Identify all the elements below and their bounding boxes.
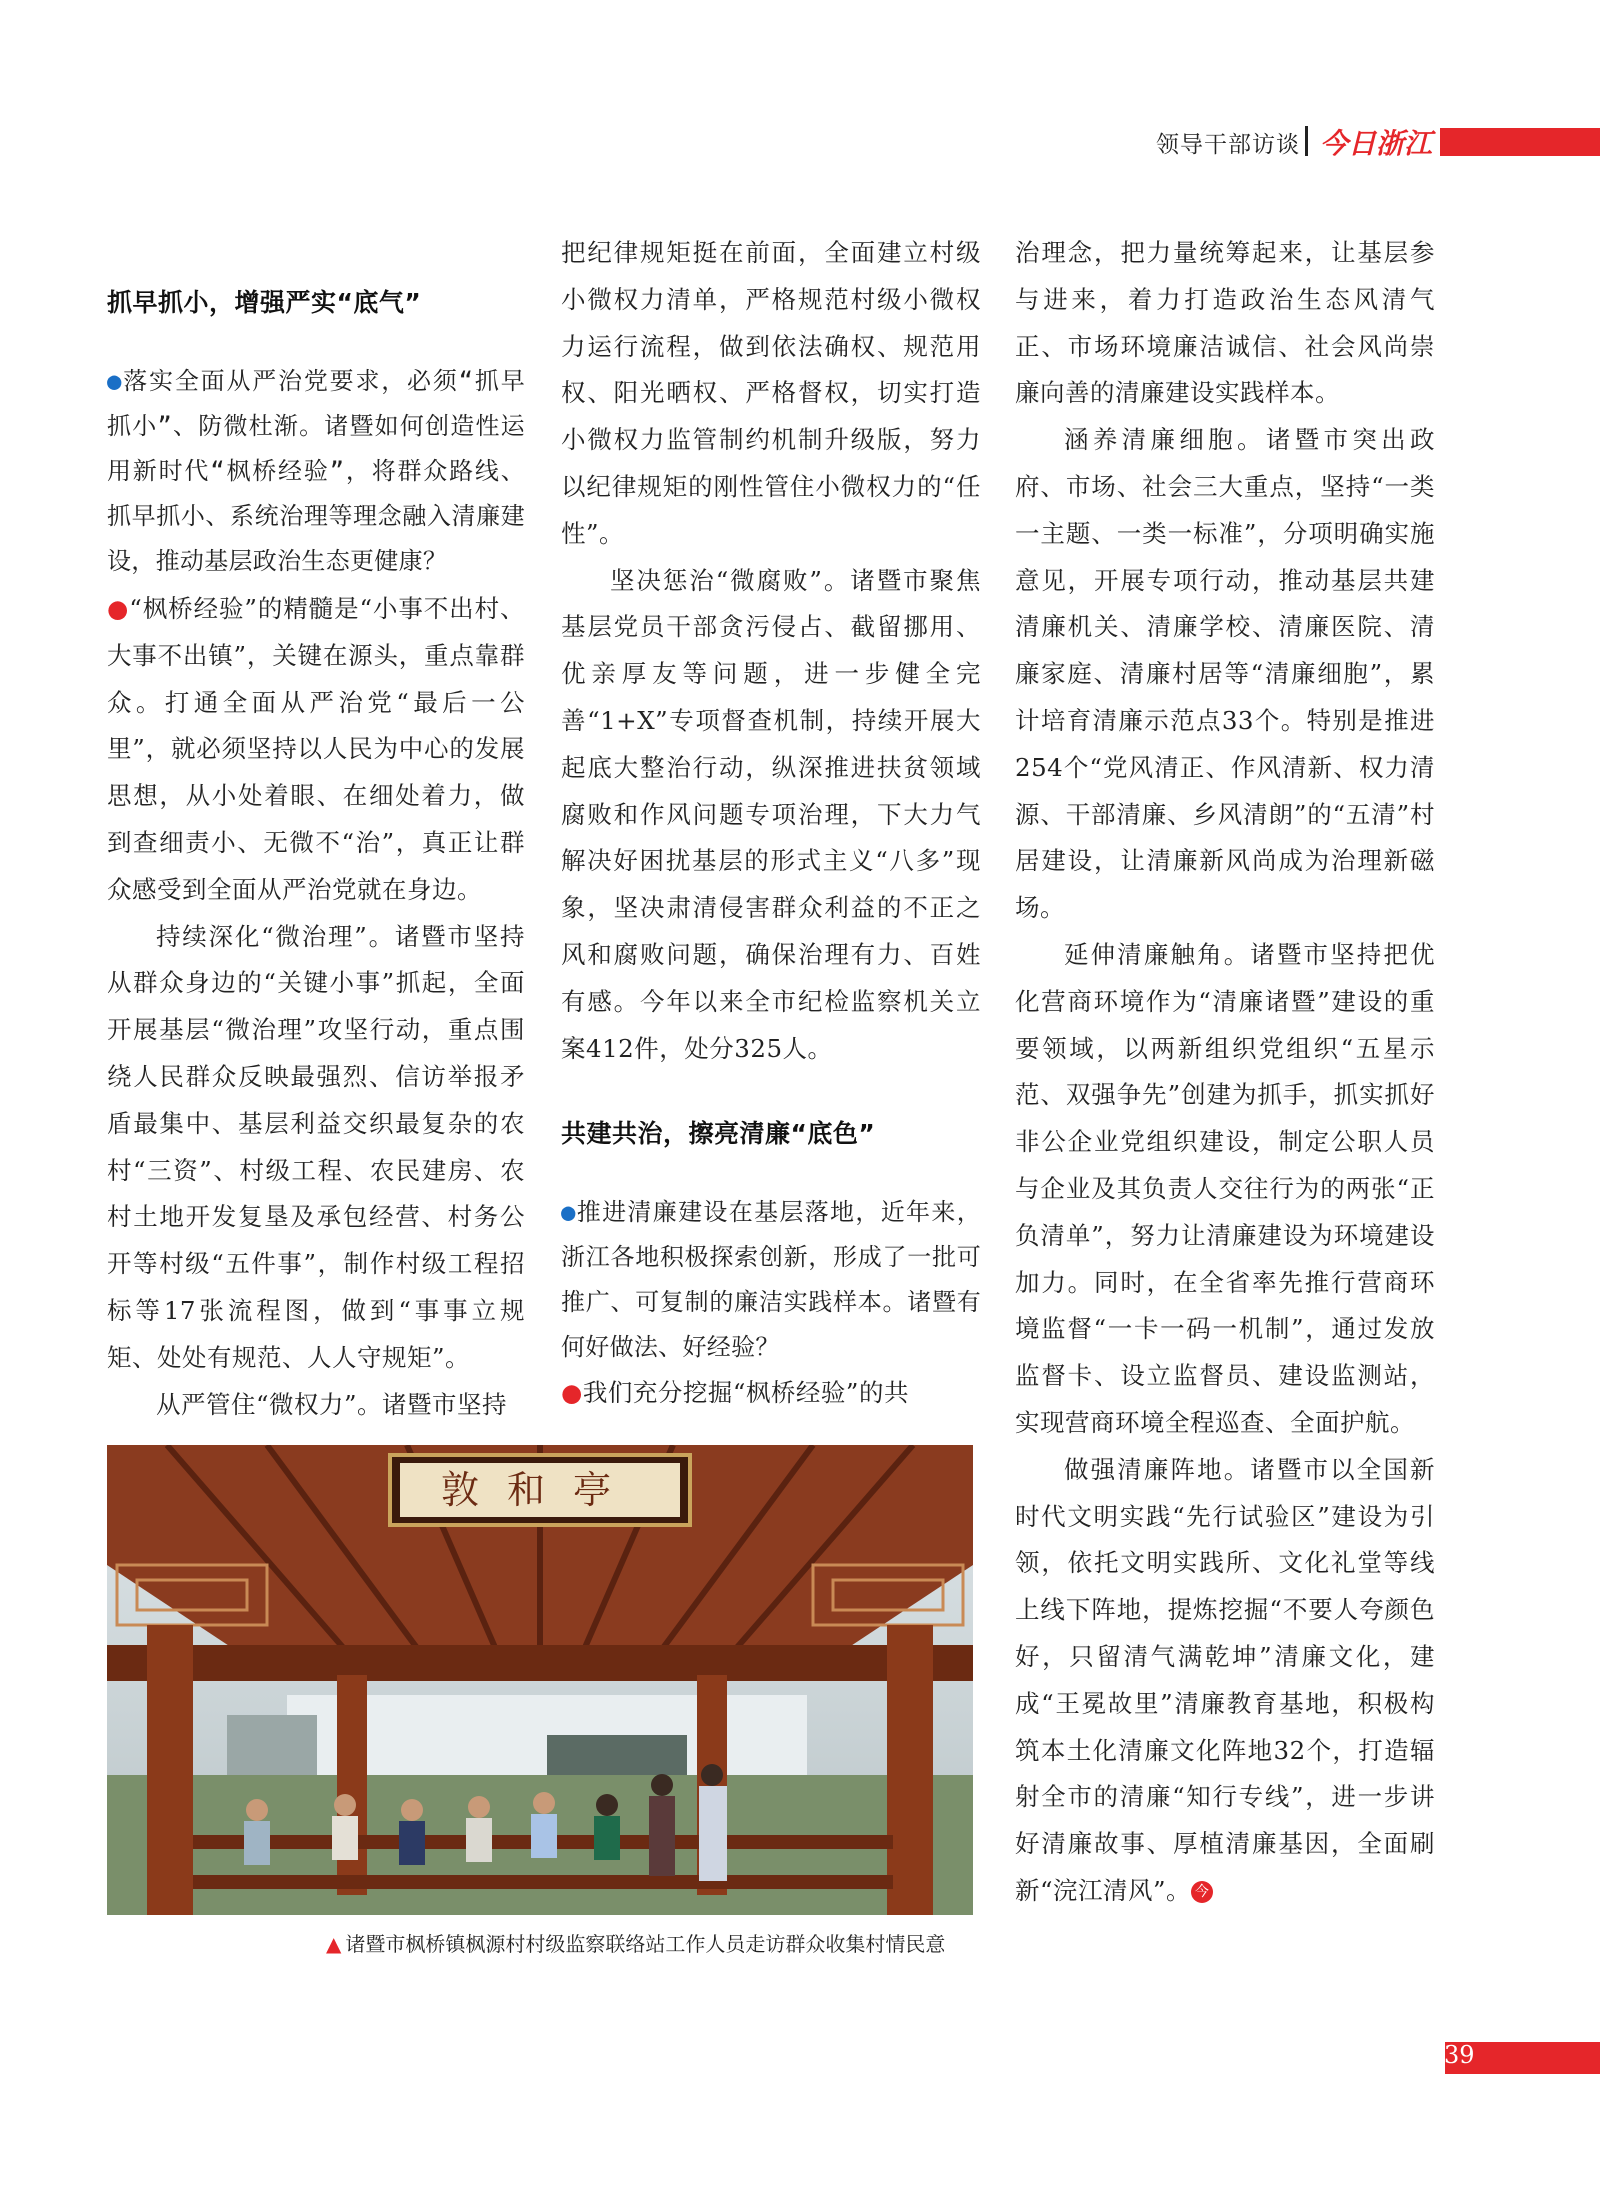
paragraph-clean-cells: 涵养清廉细胞。诸暨市突出政府、市场、社会三大重点，坚持“一类一主题、一类一标准”，分项明确实施意见，开展专项行动，推动基层共建清廉机关、清廉学校、清廉医院、清廉家庭、清廉村居等“清廉细胞”，累计培育清廉示范点33个。特别是推进254个“党风清正、作风清新、权力清源、干部清廉、乡风清朗”的“五清”村居建设，让清廉新风尚成为治理新磁场。: [1015, 425, 1435, 923]
paragraph-micro-power-start: 从严管住“微权力”。诸暨市坚持: [156, 1389, 508, 1419]
paragraph-micro-governance: 持续深化“微治理”。诸暨市坚持从群众身边的“关键小事”抓起，全面开展基层“微治理”攻坚行动，重点围绕人民群众反映最强烈、信访举报矛盾最集中、基层利益交织最复杂的农村“三资”、村级工程、农民建房、农村土地开发复垦及承包经营、村务公开等村级“五件事”，制作村级工程招标等17张流程图，做到“事事立规矩、处处有规范、人人守规矩”。: [107, 921, 525, 1372]
photo-caption: ▲ 诸暨市枫桥镇枫源村村级监察联络站工作人员走访群众收集村情民意: [326, 1932, 946, 1956]
answer-2-cont: 治理念，把力量统筹起来，让基层参与进来，着力打造政治生态风清气正、市场环境廉洁诚信、社会风尚崇廉向善的清廉建设实践样本。: [1015, 238, 1435, 408]
column-3: [1015, 230, 1435, 1915]
blue-dot-icon: ●: [107, 367, 124, 395]
answer-2-start: ●我们充分挖掘“枫桥经验”的共: [561, 1378, 909, 1408]
red-dot-icon: ●: [107, 594, 130, 623]
triangle-icon: ▲: [326, 1932, 342, 1956]
page-header: [1140, 124, 1600, 158]
red-dot-icon: ●: [561, 1378, 583, 1408]
question-1: ●落实全面从严治党要求，必须“抓早抓小”、防微杜渐。诸暨如何创造性运用新时代“枫桥经验”，将群众路线、抓早抓小、系统治理等理念融入清廉建设，推动基层政治生态更健康？: [107, 367, 525, 575]
column-2: [561, 230, 981, 1417]
section-heading-1: 抓早抓小，增强严实“底气”: [107, 288, 422, 317]
section-heading-2: 共建共治，擦亮清廉“底色”: [561, 1119, 876, 1149]
blue-dot-icon: ●: [561, 1198, 577, 1227]
paragraph-micro-corruption: 坚决惩治“微腐败”。诸暨市聚焦基层党员干部贪污侵占、截留挪用、优亲厚友等问题，进一步健全完善“1+X”专项督查机制，持续开展大起底大整治行动，纵深推进扶贫领域腐败和作风问题专项治理，下大力气解决好困扰基层的形式主义“八多”现象，坚决肃清侵害群众利益的不正之风和腐败问题，确保治理有力、百姓有感。今年以来全市纪检监察机关立案412件，处分325人。: [561, 565, 981, 1063]
column-1: [107, 230, 525, 1428]
paragraph-micro-power-cont: 把纪律规矩挺在前面，全面建立村级小微权力清单，严格规范村级小微权力运行流程，做到依法确权、规范用权、阳光晒权、严格督权，切实打造小微权力监管制约机制升级版，努力以纪律规矩的刚性管住小微权力的“任性”。: [561, 238, 981, 548]
end-mark-icon: 今: [1191, 1881, 1213, 1903]
answer-1: ●“枫桥经验”的精髓是“小事不出村、大事不出镇”，关键在源头，重点靠群众。打通全面从严治党“最后一公里”，就必须坚持以人民为中心的发展思想，从小处着眼、在细处着力，做到查细责小、无微不“治”，真正让群众感受到全面从严治党就在身边。: [107, 594, 525, 904]
header-red-bar: [1440, 128, 1600, 156]
pavilion-photo: [107, 1445, 973, 1915]
section-title: 领导干部访谈: [1156, 132, 1300, 158]
pavilion-illustration: [107, 1445, 973, 1915]
page-number: 39: [1444, 2041, 1475, 2069]
paragraph-clean-front: 做强清廉阵地。诸暨市以全国新时代文明实践“先行试验区”建设为引领，依托文明实践所、文化礼堂等线上线下阵地，提炼挖掘“不要人夸颜色好，只留清气满乾坤”清廉文化，建成“王冕故里”清廉教育基地，积极构筑本土化清廉文化阵地32个，打造辐射全市的清廉“知行专线”，进一步讲好清廉故事、厚植清廉基因，全面刷新“浣江清风”。 今: [1015, 1454, 1435, 1905]
paragraph-clean-reach: 延伸清廉触角。诸暨市坚持把优化营商环境作为“清廉诸暨”建设的重要领域，以两新组织党组织“五星示范、双强争先”创建为抓手，抓实抓好非公企业党组织建设，制定公职人员与企业及其负责人交往行为的两张“正负清单”，努力让清廉建设为环境建设加力。同时，在全省率先推行营商环境监督“一卡一码一机制”，通过发放监督卡、设立监督员、建设监测站，实现营商环境全程巡查、全面护航。: [1015, 939, 1435, 1437]
plaque-text: 敦和亭: [440, 1468, 640, 1512]
question-2: ●推进清廉建设在基层落地，近年来，浙江各地积极探索创新，形成了一批可推广、可复制的廉洁实践样本。诸暨有何好做法、好经验？: [561, 1198, 981, 1362]
header-divider: [1305, 126, 1308, 156]
magazine-logo: 今日浙江: [1319, 127, 1432, 160]
